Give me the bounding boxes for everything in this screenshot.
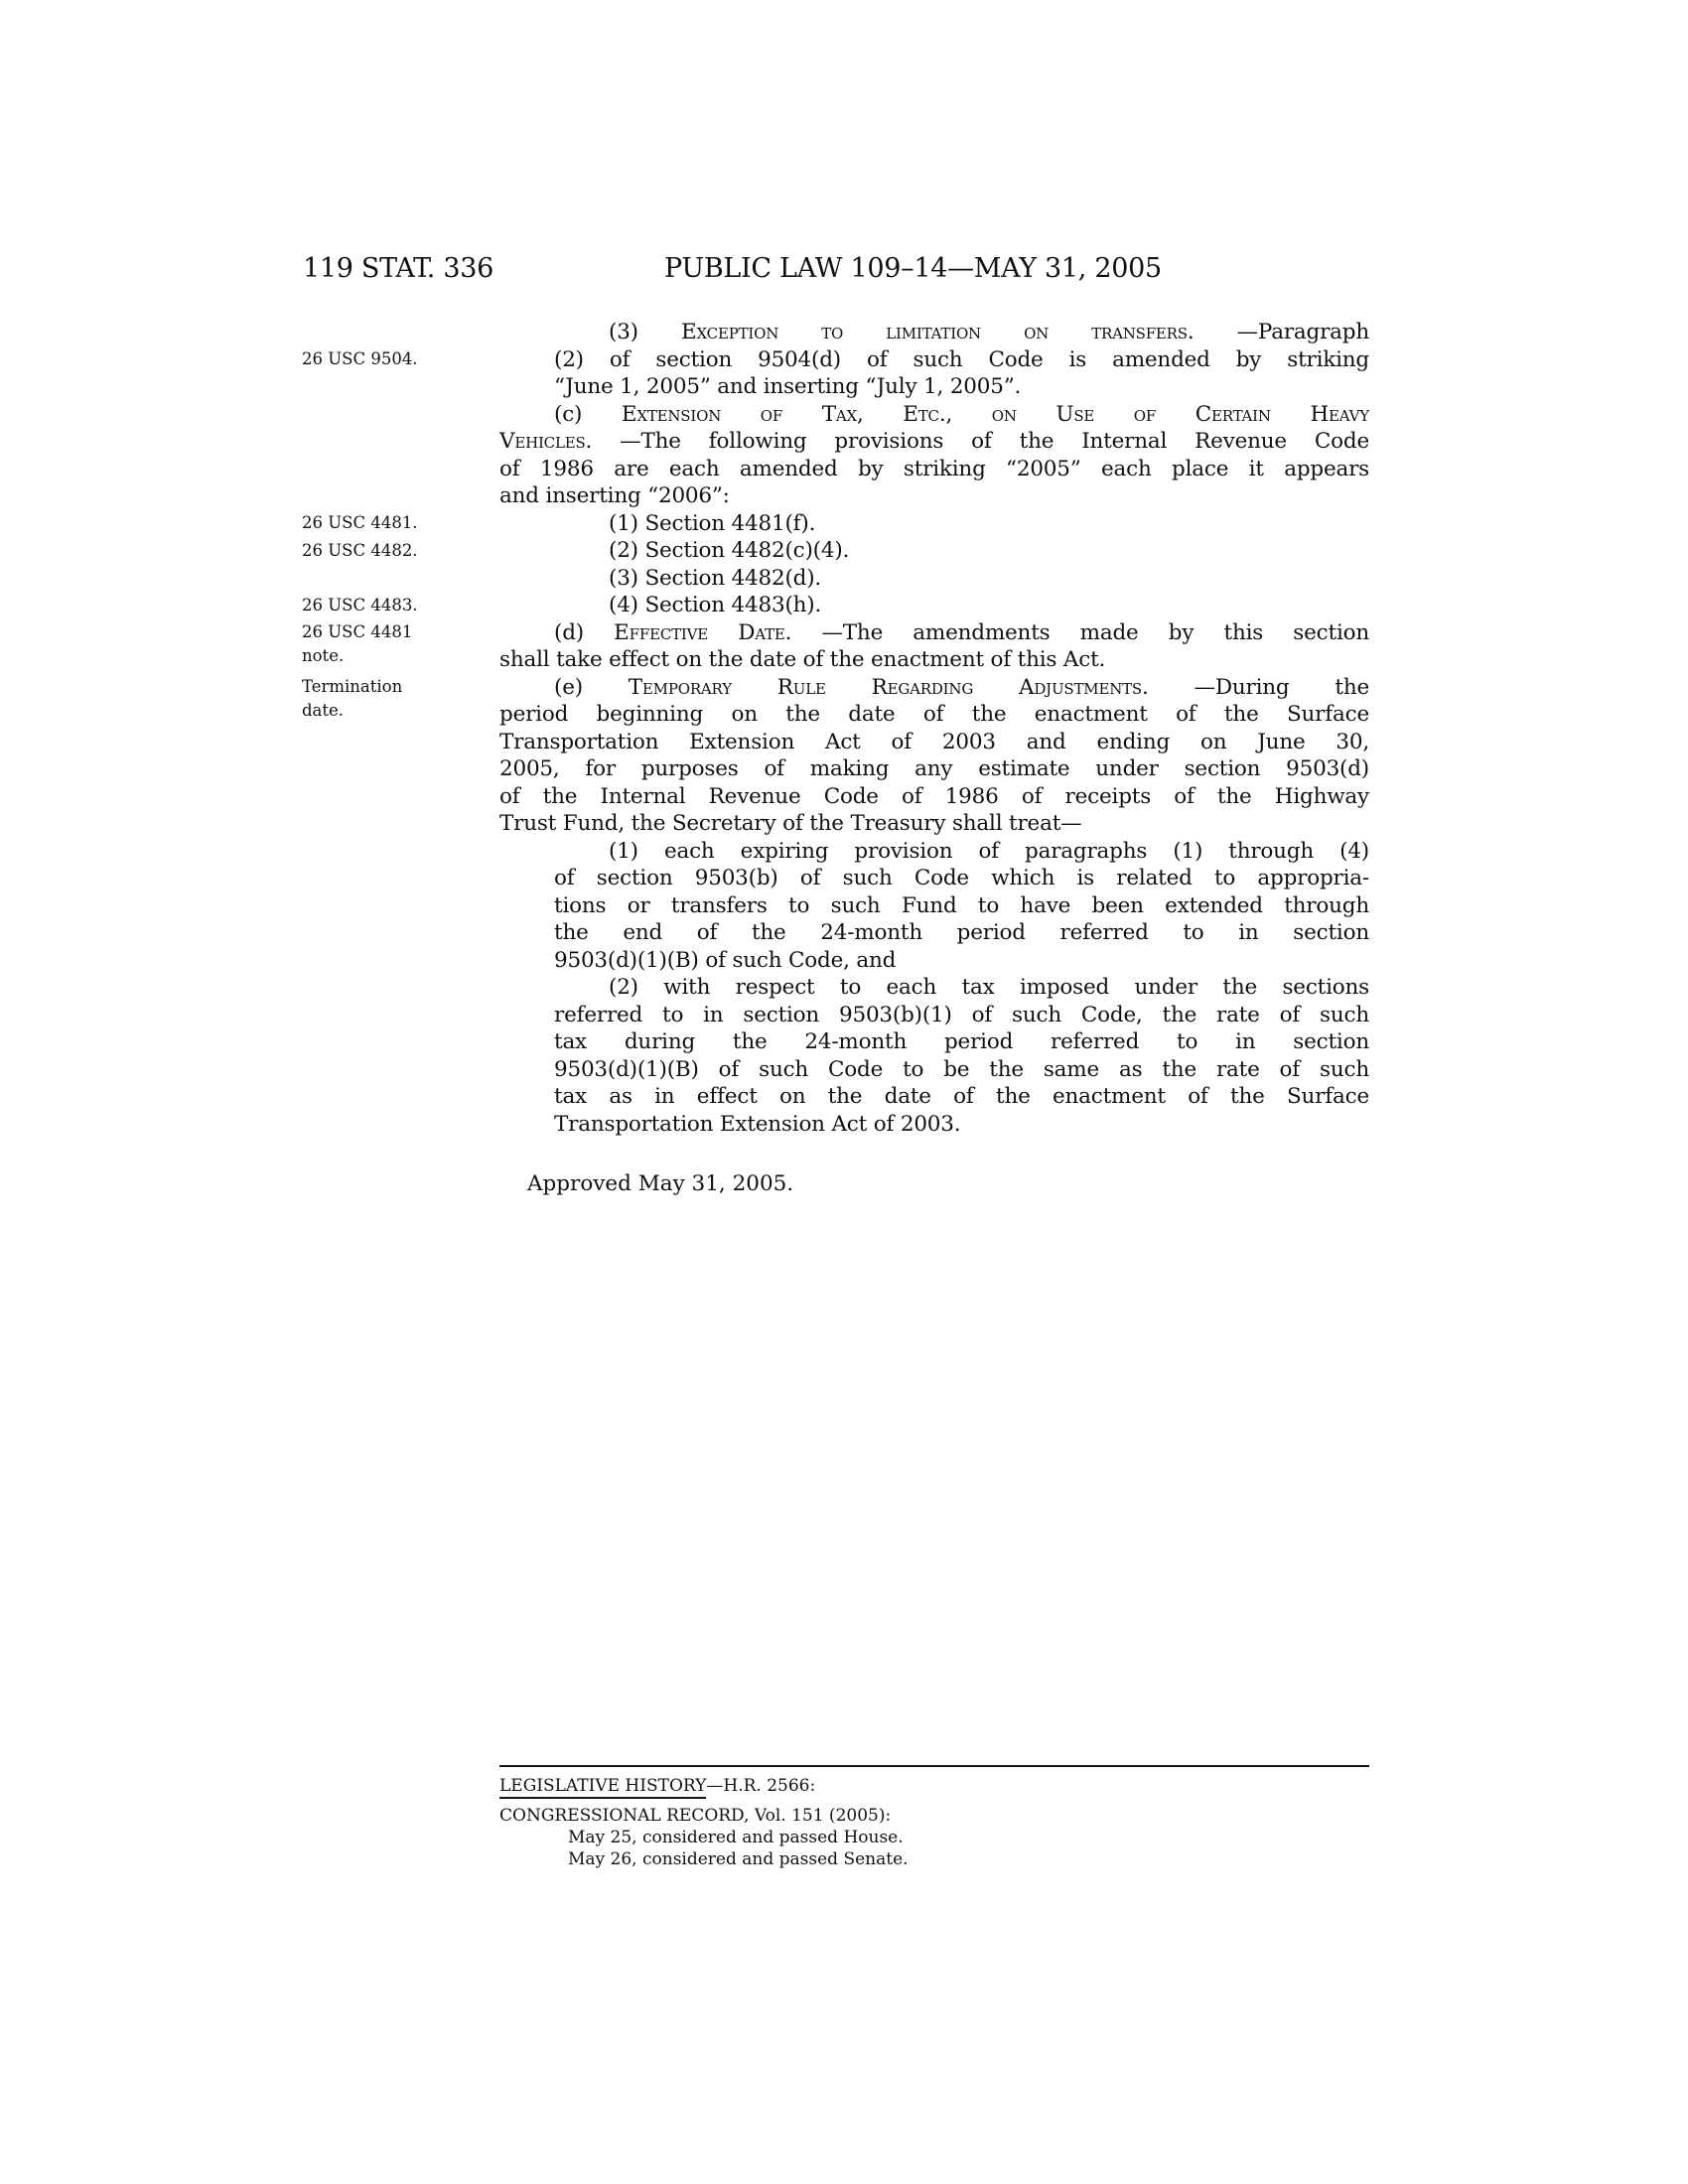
- margin-note-line: 26 USC 4481: [302, 622, 413, 641]
- line-text: (3) Section 4482(d).: [609, 565, 822, 591]
- body-line: [499, 974, 1369, 1002]
- body-line: [499, 674, 1369, 702]
- line-text: (1) Section 4481(f).: [609, 510, 816, 536]
- margin-note: [302, 539, 481, 563]
- body-line: [499, 346, 1369, 374]
- line-text: 2005, for purposes of making any estimate under section 9503(d): [499, 756, 1369, 781]
- line-text: of 1986 are each amended by striking “2005” each place it appears: [499, 456, 1369, 481]
- body-line: [499, 1111, 1369, 1139]
- line-text: —During the: [1194, 674, 1369, 700]
- margin-note-line: date.: [302, 701, 345, 720]
- body-line: [499, 646, 1369, 674]
- margin-note-line: 26 USC 9504.: [302, 349, 418, 368]
- section-heading: Extension of Tax, Etc., on Use of Certain Heavy: [621, 401, 1369, 427]
- line-text: 9503(d)(1)(B) of such Code, and: [554, 947, 897, 973]
- body-line: [499, 919, 1369, 947]
- line-text: —The amendments made by this section: [821, 619, 1369, 645]
- margin-note-line: 26 USC 4483.: [302, 596, 418, 614]
- body-line: [499, 701, 1369, 729]
- line-text: tax as in effect on the date of the enactment of the Surface: [554, 1084, 1369, 1109]
- body-line: [499, 755, 1369, 783]
- margin-note: [302, 511, 481, 535]
- line-text: (1) each expiring provision of paragraphs (1) through (4): [609, 838, 1369, 864]
- record-action: May 25, considered and passed House.: [568, 1828, 904, 1847]
- line-text: 9503(d)(1)(B) of such Code to be the same as the rate of such: [554, 1056, 1369, 1082]
- congressional-record: CONGRESSIONAL RECORD, Vol. 151 (2005):: [499, 1806, 892, 1826]
- body-line: [499, 1083, 1369, 1111]
- body-line: [499, 810, 1369, 838]
- bill-number: —H.R. 2566:: [706, 1776, 816, 1796]
- body-line: [499, 1056, 1369, 1084]
- line-text: shall take effect on the date of the enactment of this Act.: [499, 647, 1106, 672]
- body-line: [499, 456, 1369, 483]
- line-text: (2) of section 9504(d) of such Code is amended by striking: [554, 346, 1369, 372]
- line-text: (2) Section 4482(c)(4).: [609, 538, 850, 563]
- margin-note: [302, 675, 481, 723]
- line-text: (2) with respect to each tax imposed under the sections: [609, 975, 1369, 1000]
- line-text: (4) Section 4483(h).: [609, 593, 822, 617]
- body-line: [499, 482, 1369, 510]
- record-action: May 26, considered and passed Senate.: [568, 1849, 909, 1869]
- line-text: of the Internal Revenue Code of 1986 of receipts of the Highway: [499, 783, 1369, 809]
- body-line: [499, 838, 1369, 866]
- line-text: Transportation Extension Act of 2003.: [554, 1111, 961, 1137]
- line-text: Trust Fund, the Secretary of the Treasury shall treat—: [499, 811, 1082, 836]
- line-text: Transportation Extension Act of 2003 and ending on June 30,: [499, 729, 1369, 754]
- body-line: [499, 319, 1369, 346]
- body-line: [499, 619, 1369, 647]
- line-number-prefix: (c): [554, 401, 622, 427]
- margin-note-line: note.: [302, 646, 345, 665]
- body-line: [499, 729, 1369, 756]
- line-text: of section 9503(b) of such Code which is related to appropria-: [554, 866, 1369, 890]
- margin-note-line: 26 USC 4481.: [302, 513, 418, 532]
- legislative-history-heading: [499, 1775, 1369, 1797]
- body-line: [499, 865, 1369, 892]
- body-line: [499, 565, 1369, 593]
- line-text: tax during the 24-month period referred to in section: [554, 1029, 1369, 1054]
- legislative-history-footer: [499, 1765, 1369, 1870]
- margin-note: [302, 594, 481, 617]
- body-line: [499, 537, 1369, 565]
- body-line: [499, 1028, 1369, 1056]
- line-text: —The following provisions of the Internal Revenue Code: [620, 429, 1369, 454]
- body-line: [499, 592, 1369, 619]
- body-line: [499, 510, 1369, 538]
- line-text: period beginning on the date of the enactment of the Surface: [499, 702, 1369, 727]
- body-line: [499, 783, 1369, 811]
- legislative-history-label: LEGISLATIVE HISTORY: [499, 1776, 706, 1799]
- line-number-prefix: (e): [554, 674, 629, 700]
- body-line: [499, 401, 1369, 429]
- section-heading: Exception to limitation on transfers.: [680, 320, 1195, 344]
- body-line: [499, 428, 1369, 456]
- section-heading: Effective Date.: [614, 619, 792, 645]
- section-heading: Temporary Rule Regarding Adjustments.: [628, 674, 1149, 700]
- margin-note: [302, 620, 481, 668]
- running-header-title: PUBLIC LAW 109–14—MAY 31, 2005: [664, 253, 1162, 284]
- line-text: “June 1, 2005” and inserting “July 1, 2005”.: [554, 374, 1022, 399]
- section-heading: Vehicles.: [499, 429, 593, 454]
- statute-body: [499, 319, 1369, 1138]
- line-text: the end of the 24-month period referred to in section: [554, 920, 1369, 945]
- margin-note: [302, 347, 481, 371]
- margin-note-line: Termination: [302, 677, 403, 696]
- footer-rule: [499, 1765, 1369, 1767]
- line-number-prefix: (d): [554, 619, 615, 645]
- line-text: and inserting “2006”:: [499, 483, 730, 508]
- body-line: [499, 947, 1369, 975]
- body-line: [499, 373, 1369, 401]
- line-text: —Paragraph: [1236, 320, 1369, 344]
- line-text: referred to in section 9503(b)(1) of such Code, the rate of such: [554, 1002, 1369, 1027]
- stat-page-number: 119 STAT. 336: [303, 253, 494, 284]
- line-number-prefix: (3): [609, 320, 681, 344]
- approval-date: Approved May 31, 2005.: [527, 1171, 794, 1196]
- line-text: tions or transfers to such Fund to have been extended through: [554, 892, 1369, 918]
- body-line: [499, 892, 1369, 920]
- body-line: [499, 1002, 1369, 1029]
- margin-note-line: 26 USC 4482.: [302, 541, 418, 560]
